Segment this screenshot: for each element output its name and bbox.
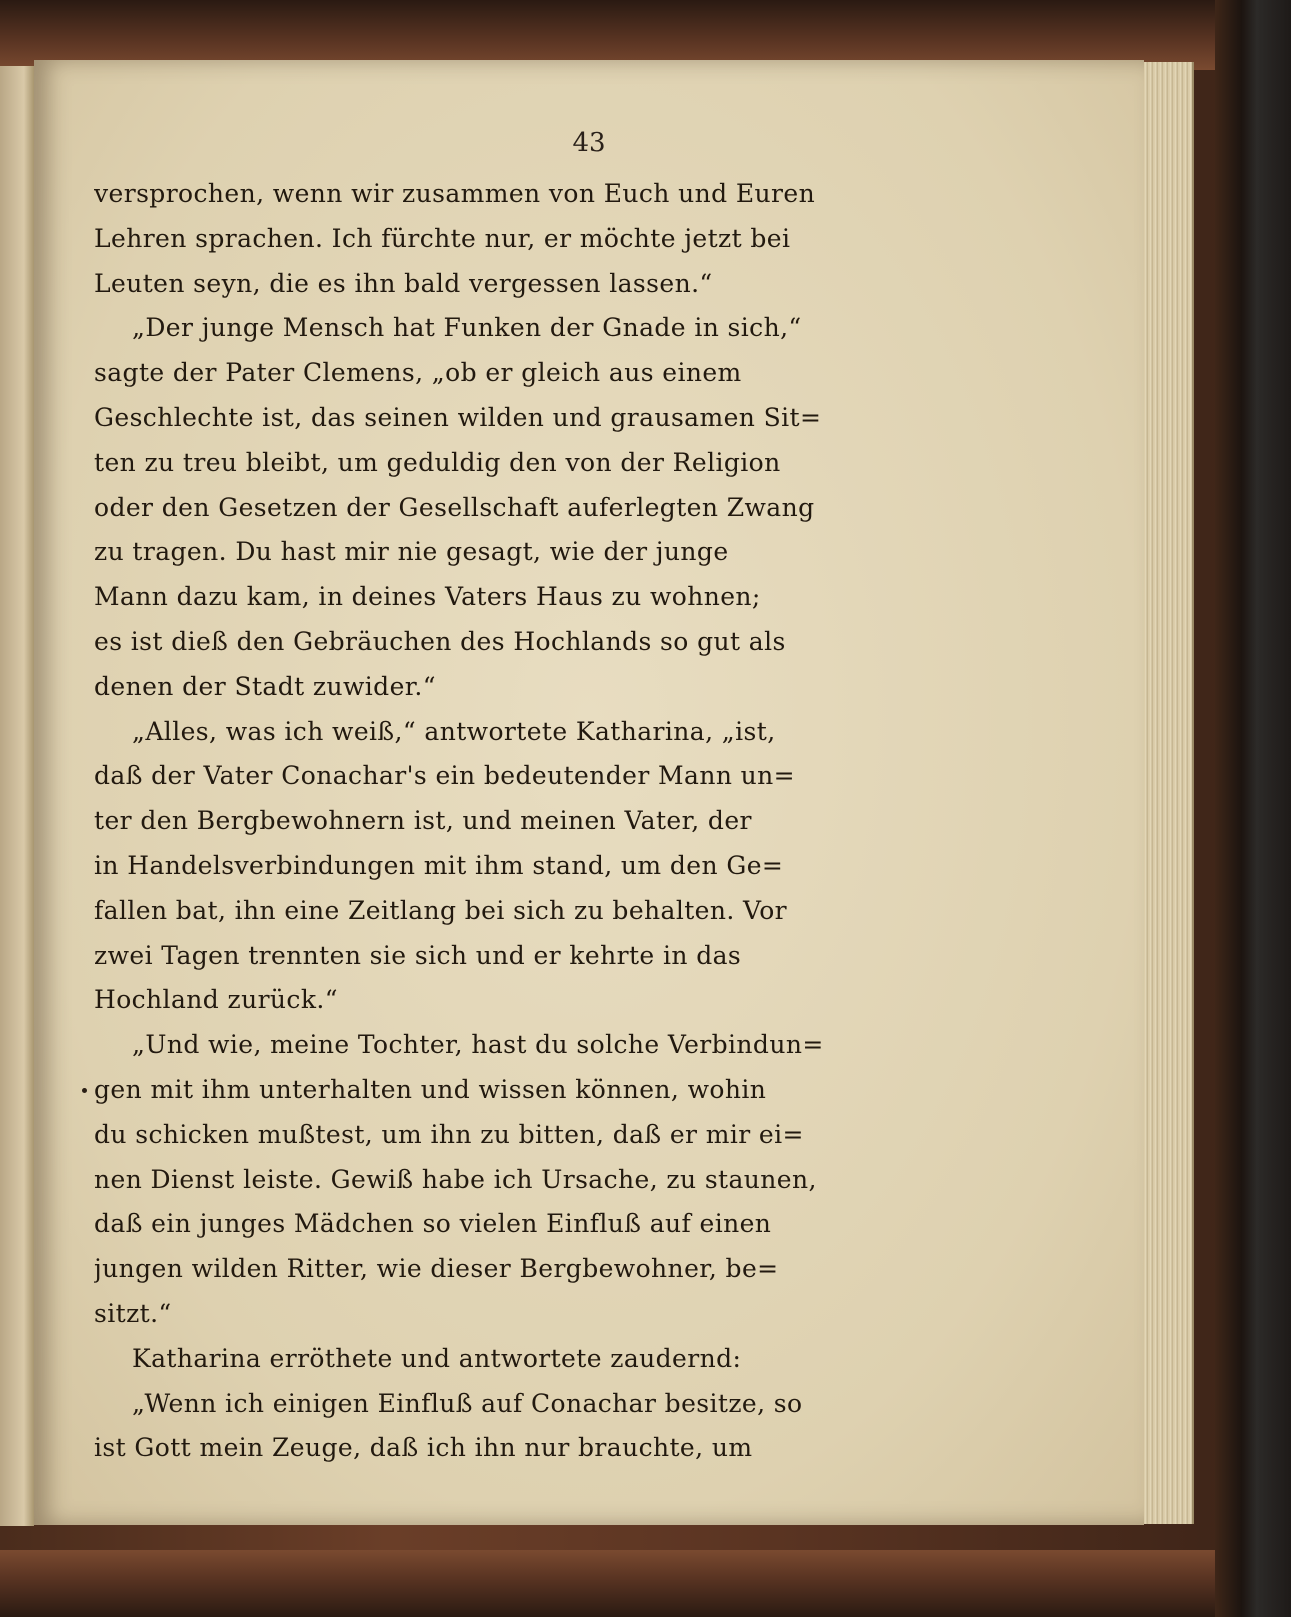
text-line: „Und wie, meine Tochter, hast du solche Verbindun= bbox=[132, 1030, 824, 1060]
text-line: Mann dazu kam, in deines Vaters Haus zu wohnen; bbox=[94, 582, 761, 612]
text-line: zwei Tagen trennten sie sich und er kehrte in das bbox=[94, 940, 742, 970]
text-line: denen der Stadt zuwider.“ bbox=[94, 671, 436, 701]
left-page-edge bbox=[0, 66, 34, 1526]
text-line: in Handelsverbindungen mit ihm stand, um den Ge= bbox=[94, 850, 784, 880]
cover-bottom-edge bbox=[0, 1550, 1291, 1617]
text-line: ten zu treu bleibt, um geduldig den von der Religion bbox=[94, 447, 781, 477]
text-line: Hochland zurück.“ bbox=[94, 985, 338, 1015]
text-line: „Alles, was ich weiß,“ antwortete Katharina, „ist, bbox=[132, 716, 776, 746]
text-line: gen mit ihm unterhalten und wissen können, wohin bbox=[94, 1074, 767, 1104]
ink-speck bbox=[82, 1088, 87, 1093]
page-number: 43 bbox=[572, 128, 606, 158]
text-line: Leuten seyn, die es ihn bald vergessen lassen.“ bbox=[94, 268, 713, 298]
text-line: du schicken mußtest, um ihn zu bitten, daß er mir ei= bbox=[94, 1119, 804, 1149]
text-line: fallen bat, ihn eine Zeitlang bei sich zu behalten. Vor bbox=[94, 895, 788, 925]
text-line: ter den Bergbewohnern ist, und meinen Vater, der bbox=[94, 806, 752, 836]
text-line: ist Gott mein Zeuge, daß ich ihn nur brauchte, um bbox=[94, 1433, 753, 1463]
text-line: zu tragen. Du hast mir nie gesagt, wie der junge bbox=[94, 537, 729, 567]
text-line: Lehren sprachen. Ich fürchte nur, er möchte jetzt bei bbox=[94, 223, 791, 253]
book-page bbox=[34, 60, 1144, 1525]
text-line: „Der junge Mensch hat Funken der Gnade in sich,“ bbox=[132, 313, 802, 343]
text-line: es ist dieß den Gebräuchen des Hochlands so gut als bbox=[94, 626, 786, 656]
text-line: oder den Gesetzen der Gesellschaft auferlegten Zwang bbox=[94, 492, 815, 522]
text-line: Katharina erröthete und antwortete zaudernd: bbox=[132, 1343, 742, 1373]
page-text bbox=[94, 172, 1104, 1471]
text-line: daß ein junges Mädchen so vielen Einfluß auf einen bbox=[94, 1209, 772, 1239]
text-line: sitzt.“ bbox=[94, 1298, 172, 1328]
text-line: jungen wilden Ritter, wie dieser Bergbewohner, be= bbox=[94, 1254, 779, 1284]
leather-binding bbox=[1215, 0, 1291, 1617]
text-line: Geschlechte ist, das seinen wilden und grausamen Sit= bbox=[94, 402, 822, 432]
text-line: nen Dienst leiste. Gewiß habe ich Ursache, zu staunen, bbox=[94, 1164, 817, 1194]
text-line: sagte der Pater Clemens, „ob er gleich aus einem bbox=[94, 358, 742, 388]
text-line: versprochen, wenn wir zusammen von Euch und Euren bbox=[94, 179, 816, 208]
text-line: „Wenn ich einigen Einfluß auf Conachar besitze, so bbox=[132, 1388, 803, 1418]
text-line: daß der Vater Conachar's ein bedeutender Mann un= bbox=[94, 761, 796, 791]
